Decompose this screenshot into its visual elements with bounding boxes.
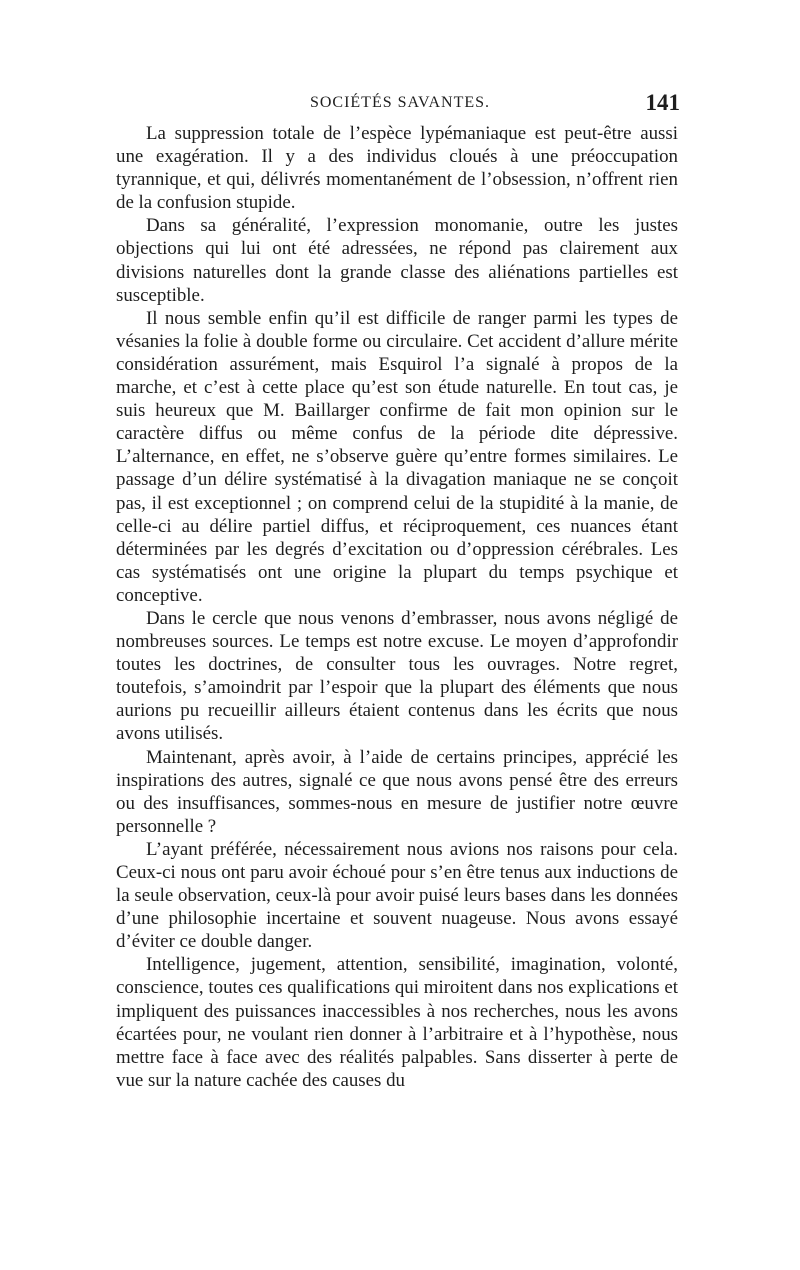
paragraph: Maintenant, après avoir, à l’aide de certains principes, apprécié les inspirations des autres, signalé ce que nous avons pensé être des erreurs ou des insuffisances, sommes-nous en mesure de justifier notre œuvre personnelle ?: [116, 746, 678, 837]
running-title: SOCIÉTÉS SAVANTES.: [309, 94, 491, 111]
paragraph: Dans le cercle que nous venons d’embrasser, nous avons négligé de nombreuses sources. Le temps est notre excuse. Le moyen d’approfondir toutes les doctrines, de consulter tous les ouvrages. Notre regret, toutefois, s’amoindrit par l’espoir que la plupart des éléments que nous aurions pu recueillir ailleurs étaient contenus dans les écrits que nous avons utilisés.: [116, 607, 678, 745]
paragraph: Il nous semble enfin qu’il est difficile de ranger parmi les types de vésanies la folie à double forme ou circulaire. Cet accident d’allure mérite considération assurément, mais Esquirol l’a signalé à propos de la marche, et c’est à cette place qu’est son étude naturelle. En tout cas, je suis heureux que M. Baillarger confirme de fait mon opinion sur le caractère diffus ou même confus de la période dite dépressive. L’alternance, en effet, ne s’observe guère qu’entre formes similaires. Le passage d’un délire systématisé à la divagation maniaque ne se conçoit pas, il est exceptionnel ; on comprend celui de la stupidité à la manie, de celle-ci au délire partiel diffus, et réciproquement, ces nuances étant déterminées par les degrés d’excitation ou d’oppression cérébrales. Les cas systématisés ont une origine la plupart du temps psychique et conceptive.: [116, 307, 678, 606]
paragraph: Intelligence, jugement, attention, sensibilité, imagination, volonté, conscience, toutes ces qualifications qui miroitent dans nos explications et impliquent des puissances inaccessibles à nos recherches, nous les avons écartées pour, ne voulant rien donner à l’arbitraire et à l’hypothèse, nous mettre face à face avec des réalités palpables. Sans disserter à perte de vue sur la nature cachée des causes du: [116, 954, 678, 1091]
paragraph: Dans sa généralité, l’expression monomanie, outre les justes objections qui lui ont été adressées, ne répond pas clairement aux divisions naturelles dont la grande classe des aliénations partielles est susceptible.: [116, 215, 678, 306]
paragraph: L’ayant préférée, nécessairement nous avions nos raisons pour cela. Ceux-ci nous ont paru avoir échoué pour s’en être tenus aux inductions de la seule observation, ceux-là pour avoir puisé leurs bases dans les données d’une philosophie incertaine et souvent nuageuse. Nous avons essayé d’éviter ce double danger.: [116, 838, 678, 953]
paragraph: La suppression totale de l’espèce lypémaniaque est peut-être aussi une exagération. Il y a des individus cloués à une préoccupation tyrannique, et qui, délivrés momentanément de l’obsession, n’offrent rien de la confusion stupide.: [116, 123, 678, 214]
body-text: [116, 122, 678, 1092]
page-number: 141: [645, 90, 680, 115]
running-head: [120, 90, 680, 120]
